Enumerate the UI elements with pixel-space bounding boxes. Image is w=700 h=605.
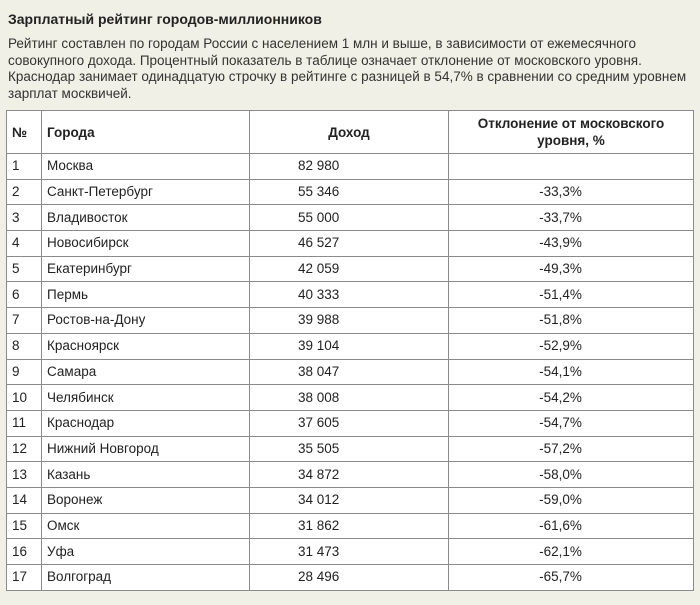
- table-header-row: [7, 111, 694, 154]
- row-deviation: -54,7%: [449, 410, 694, 436]
- row-deviation: [449, 154, 694, 180]
- row-deviation: -51,8%: [449, 308, 694, 334]
- row-city: Казань: [42, 462, 250, 488]
- row-deviation: -54,1%: [449, 359, 694, 385]
- header-income: Доход: [250, 111, 449, 154]
- row-num: 1: [7, 154, 42, 180]
- row-city: Екатеринбург: [42, 256, 250, 282]
- row-deviation: -33,3%: [449, 179, 694, 205]
- row-city: Воронеж: [42, 487, 250, 513]
- row-num: 17: [7, 565, 42, 591]
- row-deviation: -33,7%: [449, 205, 694, 231]
- row-num: 7: [7, 308, 42, 334]
- row-deviation: -59,0%: [449, 487, 694, 513]
- table-row: [7, 487, 694, 513]
- row-income: 28 496: [250, 565, 449, 591]
- row-city: Нижний Новгород: [42, 436, 250, 462]
- row-num: 11: [7, 410, 42, 436]
- row-num: 2: [7, 179, 42, 205]
- table-row: [7, 436, 694, 462]
- row-deviation: -62,1%: [449, 539, 694, 565]
- header-city: Города: [42, 111, 250, 154]
- table-row: [7, 256, 694, 282]
- row-deviation: -54,2%: [449, 385, 694, 411]
- row-num: 8: [7, 333, 42, 359]
- row-income: 39 988: [250, 308, 449, 334]
- row-deviation: -51,4%: [449, 282, 694, 308]
- table-row: [7, 385, 694, 411]
- row-city: Самара: [42, 359, 250, 385]
- row-income: 37 605: [250, 410, 449, 436]
- row-deviation: -52,9%: [449, 333, 694, 359]
- row-income: 55 000: [250, 205, 449, 231]
- table-row: [7, 513, 694, 539]
- table-row: [7, 359, 694, 385]
- row-num: 12: [7, 436, 42, 462]
- row-city: Краснодар: [42, 410, 250, 436]
- row-income: 38 008: [250, 385, 449, 411]
- row-num: 13: [7, 462, 42, 488]
- row-income: 46 527: [250, 231, 449, 257]
- row-income: 31 473: [250, 539, 449, 565]
- table-row: [7, 410, 694, 436]
- row-deviation: -57,2%: [449, 436, 694, 462]
- row-deviation: -43,9%: [449, 231, 694, 257]
- table-row: [7, 231, 694, 257]
- row-num: 10: [7, 385, 42, 411]
- row-city: Санкт-Петербург: [42, 179, 250, 205]
- table-row: [7, 282, 694, 308]
- row-income: 35 505: [250, 436, 449, 462]
- row-city: Волгоград: [42, 565, 250, 591]
- page-title: Зарплатный рейтинг городов-миллионников: [8, 11, 322, 27]
- row-city: Уфа: [42, 539, 250, 565]
- row-num: 4: [7, 231, 42, 257]
- row-city: Владивосток: [42, 205, 250, 231]
- intro-paragraph: Рейтинг составлен по городам России с населением 1 млн и выше, в зависимости от ежемесячного совокупного дохода. Процентный показатель в таблице означает отклонение от московского уровня. Краснодар занимает одинадцатую строчку в рейтинге с разницей в 54,7% в сравнении со средним уровнем зарплат москвичей.: [8, 36, 687, 101]
- row-income: 31 862: [250, 513, 449, 539]
- row-income: 42 059: [250, 256, 449, 282]
- row-income: 55 346: [250, 179, 449, 205]
- article: [6, 10, 694, 591]
- row-num: 9: [7, 359, 42, 385]
- row-income: 82 980: [250, 154, 449, 180]
- row-num: 6: [7, 282, 42, 308]
- table-body: [7, 154, 694, 591]
- row-city: Челябинск: [42, 385, 250, 411]
- row-city: Красноярск: [42, 333, 250, 359]
- row-num: 14: [7, 487, 42, 513]
- row-num: 3: [7, 205, 42, 231]
- row-income: 34 872: [250, 462, 449, 488]
- table-row: [7, 205, 694, 231]
- salary-rating-table: [6, 110, 694, 591]
- header-deviation: Отклонение от московского уровня, %: [449, 111, 694, 154]
- row-deviation: -61,6%: [449, 513, 694, 539]
- table-row: [7, 333, 694, 359]
- table-row: [7, 462, 694, 488]
- row-city: Новосибирск: [42, 231, 250, 257]
- row-city: Пермь: [42, 282, 250, 308]
- table-row: [7, 539, 694, 565]
- header-num: №: [7, 111, 42, 154]
- row-income: 40 333: [250, 282, 449, 308]
- row-num: 5: [7, 256, 42, 282]
- row-income: 34 012: [250, 487, 449, 513]
- row-city: Омск: [42, 513, 250, 539]
- row-num: 16: [7, 539, 42, 565]
- table-row: [7, 179, 694, 205]
- row-income: 39 104: [250, 333, 449, 359]
- row-deviation: -65,7%: [449, 565, 694, 591]
- row-deviation: -49,3%: [449, 256, 694, 282]
- table-row: [7, 154, 694, 180]
- row-city: Ростов-на-Дону: [42, 308, 250, 334]
- row-num: 15: [7, 513, 42, 539]
- row-city: Москва: [42, 154, 250, 180]
- row-income: 38 047: [250, 359, 449, 385]
- table-row: [7, 308, 694, 334]
- table-row: [7, 565, 694, 591]
- row-deviation: -58,0%: [449, 462, 694, 488]
